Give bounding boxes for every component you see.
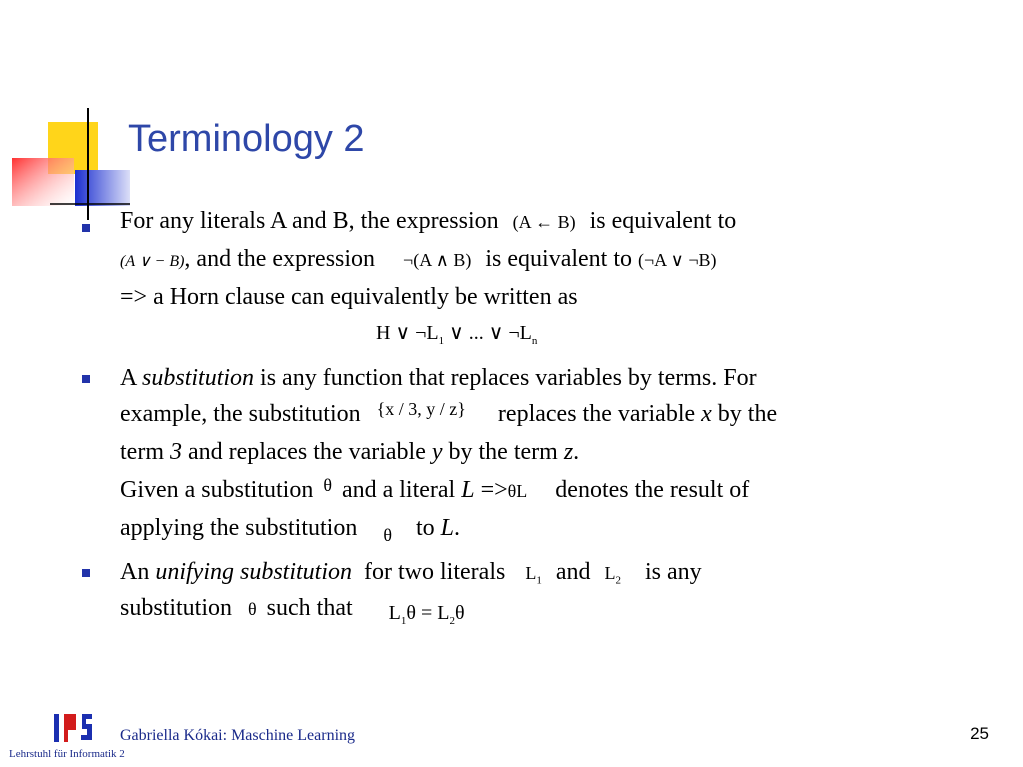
theta-symbol: θ bbox=[323, 475, 332, 495]
subscript: 2 bbox=[615, 574, 621, 587]
literal-L1 bbox=[525, 563, 542, 587]
text: denotes the result of bbox=[555, 477, 750, 503]
text: and replaces the variable bbox=[187, 439, 426, 465]
literal-L2 bbox=[604, 563, 621, 587]
decorative-corner-logo bbox=[0, 100, 130, 225]
text: L bbox=[525, 563, 537, 583]
page-number: 25 bbox=[970, 724, 989, 743]
bullet-3-line-2 bbox=[120, 595, 465, 627]
variable: x bbox=[701, 401, 712, 427]
bullet-marker-3 bbox=[82, 569, 90, 577]
bullet-2-line-4 bbox=[120, 475, 750, 503]
text: . bbox=[453, 515, 460, 541]
text: A bbox=[120, 365, 137, 391]
text: and a literal bbox=[341, 477, 456, 503]
bullet-1-line-1 bbox=[120, 209, 736, 233]
text: θ = L bbox=[406, 602, 450, 624]
text: Given a substitution bbox=[120, 477, 314, 503]
footer-institution: Lehrstuhl für Informatik 2 bbox=[9, 748, 125, 760]
bullet-2-line-5 bbox=[120, 515, 460, 545]
text: such that bbox=[266, 595, 353, 621]
bullet-1-line-2 bbox=[120, 247, 717, 271]
subscript: 1 bbox=[400, 615, 407, 627]
text: is any bbox=[644, 559, 702, 585]
emphasis: substitution bbox=[142, 365, 255, 391]
theta-symbol: θ bbox=[248, 599, 257, 619]
text: example, the substitution bbox=[120, 401, 361, 427]
text: by the term bbox=[448, 439, 558, 465]
formula-negated-conjunction: ¬(A ∧ B) bbox=[403, 250, 472, 270]
text: for two literals bbox=[364, 559, 506, 585]
theta-L-formula: θL bbox=[507, 481, 528, 501]
term: 3 bbox=[169, 439, 182, 465]
subscript: n bbox=[531, 335, 538, 347]
text: For any literals A and B, the expression bbox=[120, 208, 499, 234]
bullet-2-line-1 bbox=[120, 366, 757, 390]
footer-author: Gabriella Kókai: Maschine Learning bbox=[120, 727, 356, 744]
text: substitution bbox=[120, 595, 233, 621]
formula-de-morgan: (¬A ∨ ¬B) bbox=[638, 250, 717, 270]
term: z bbox=[563, 439, 574, 465]
bullet-1-line-3: => a Horn clause can equivalently be written as bbox=[120, 284, 578, 310]
text: => bbox=[480, 477, 508, 503]
bullet-2-line-3 bbox=[120, 440, 579, 464]
bullet-3-line-1 bbox=[120, 560, 702, 587]
text: by the bbox=[717, 401, 778, 427]
text: and bbox=[555, 559, 591, 585]
bullet-marker-1 bbox=[82, 224, 90, 232]
variable: L bbox=[440, 515, 454, 541]
text: θ bbox=[454, 602, 465, 624]
formula-disjunction: (A ∨ − B) bbox=[120, 253, 185, 270]
text: is equivalent to bbox=[485, 246, 633, 272]
text: L bbox=[388, 602, 401, 624]
formula-substitution: {x / 3, y / z} bbox=[376, 399, 466, 419]
text: is any function that replaces variables by terms. For bbox=[260, 365, 757, 391]
text: . bbox=[573, 439, 580, 465]
bullet-2-line-2 bbox=[120, 399, 778, 427]
bullet-marker-2 bbox=[82, 375, 90, 383]
theta-symbol: θ bbox=[383, 525, 392, 545]
unifier-equation bbox=[388, 602, 465, 627]
variable: L bbox=[461, 477, 475, 503]
text: An bbox=[120, 559, 150, 585]
text: to bbox=[415, 515, 435, 541]
formula-implication: (A ← B) bbox=[512, 212, 576, 232]
text: applying the substitution bbox=[120, 515, 358, 541]
text: term bbox=[120, 439, 164, 465]
text: L bbox=[604, 563, 616, 583]
text: is equivalent to bbox=[589, 208, 737, 234]
text: replaces the variable bbox=[497, 401, 696, 427]
page-title: Terminology 2 bbox=[128, 118, 365, 160]
institute-logo bbox=[52, 712, 96, 744]
text: , and the expression bbox=[184, 246, 376, 272]
text: ∨ ... ∨ ¬L bbox=[444, 322, 532, 344]
emphasis: unifying substitution bbox=[155, 559, 353, 585]
subscript: 2 bbox=[449, 615, 455, 627]
horn-clause-formula bbox=[376, 323, 537, 347]
subscript: 1 bbox=[438, 335, 445, 347]
text: H ∨ ¬L bbox=[376, 322, 439, 344]
subscript: 1 bbox=[536, 574, 542, 587]
variable: y bbox=[431, 439, 443, 465]
